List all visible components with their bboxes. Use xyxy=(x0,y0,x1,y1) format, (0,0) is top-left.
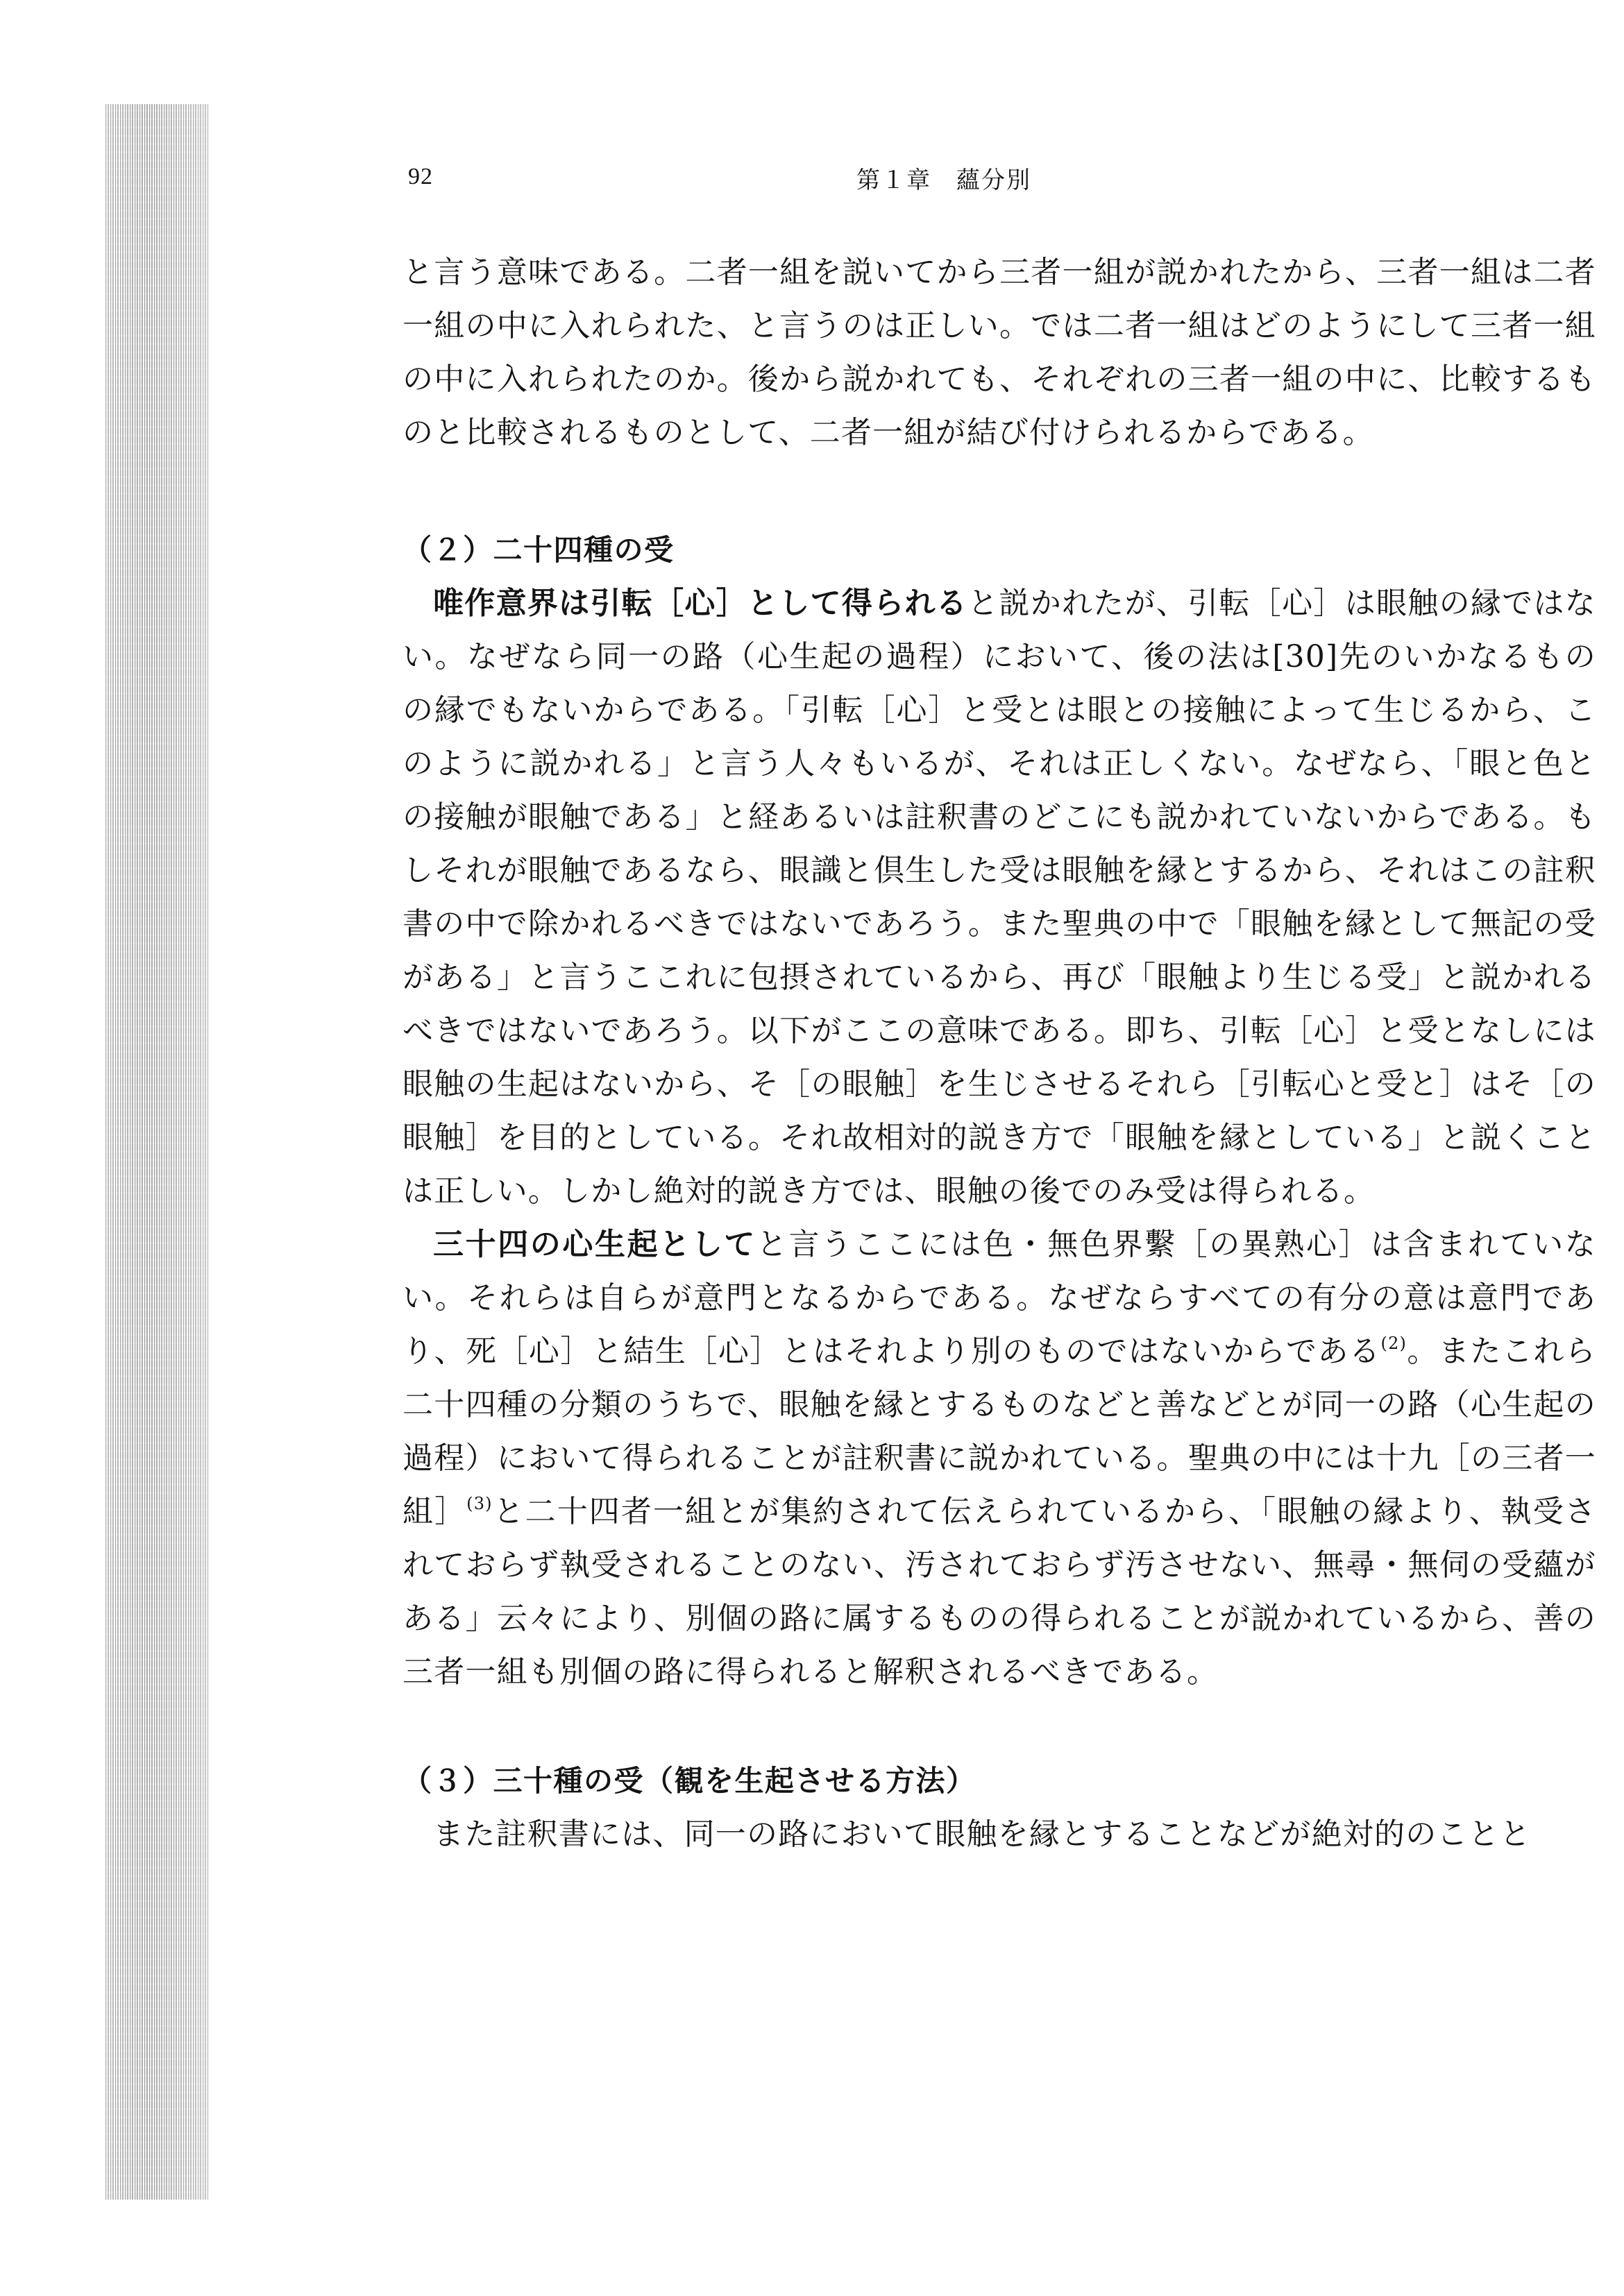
section-3-paragraph-1: また註釈書には、同一の路において眼触を縁とすることなどが絶対的のことと xyxy=(433,1817,1531,1852)
chapter-title: 第１章 蘊分別 xyxy=(856,167,1031,194)
section-2-paragraph-2 xyxy=(403,1218,1596,1699)
keyword-phrase: 三十四の心生起として xyxy=(433,1227,756,1262)
page-number: 92 xyxy=(408,164,433,189)
footnote-marker: (2) xyxy=(1380,1334,1407,1353)
paragraph-text: と二十四者一組とが集約されて伝えられているから、「眼触の縁より、執受されておらず執受されることのない、汚されておらず汚させない、無尋・無伺の受蘊がある」云々により、別個の路に属するものの得られることが説かれているから、善の三者一組も別個の路に得られると解釈されるべきである。 xyxy=(403,1494,1597,1690)
paragraph-text: 。またこれら二十四種の分類のうちで、眼触を縁とするものなどと善などとが同一の路（心生起の過程）において得られることが註釈書に説かれている。聖典の中には十九［の三者一組］ xyxy=(403,1334,1596,1529)
section-3-heading: （３）三十種の受（観を生起させる方法） xyxy=(403,1764,976,1798)
footnote-marker: (3) xyxy=(466,1494,493,1513)
section-spacer xyxy=(403,459,1596,523)
section-spacer xyxy=(403,1699,1596,1754)
section-2-heading: （２）二十四種の受 xyxy=(403,533,675,567)
keyword-phrase: 唯作意界は引転［心］として得られる xyxy=(433,586,968,621)
paragraph-text: と説かれたが、引転［心］は眼触の縁ではない。なぜなら同一の路（心生起の過程）において、後の法は[30]先のいかなるものの縁でもないからである。「引転［心］と受とは眼との接触によって生じるから、このように説かれる」と言う人々もいるが、それは正しくない。なぜなら、「眼と色との接触が眼触である」と経あるいは註釈書のどこにも説かれていないからである。もしそれが眼触であるなら、眼識と倶生した受は眼触を縁とするから、それはこの註釈書の中で除かれるべきではないであろう。また聖典の中で「眼触を縁として無記の受がある」と言うここれに包摂されているから、再び「眼触より生じる受」と説かれるべきではないであろう。以下がここの意味である。即ち、引転［心］と受となしには眼触の生起はないから、そ［の眼触］を生じさせるそれら［引転心と受と］はそ［の眼触］を目的としている。それ故相対的説き方で「眼触を縁としている」と説くことは正しい。しかし絶対的説き方では、眼触の後でのみ受は得られる。 xyxy=(403,586,1597,1209)
paragraph-text: と言うここには色・無色界繫［の異熟心］は含まれていない。それらは自らが意門となるからである。なぜならすべての有分の意は意門であり、死［心］と結生［心］とはそれより別のものではないからである xyxy=(403,1227,1597,1369)
page-gutter-fade xyxy=(104,104,208,2200)
intro-paragraph: と言う意味である。二者一組を説いてから三者一組が説かれたから、三者一組は二者一組の中に入れられた、と言うのは正しい。では二者一組はどのようにして三者一組の中に入れられたのか。後から説かれても、それぞれの三者一組の中に、比較するものと比較されるものとして、二者一組が結び付けられるからである。 xyxy=(403,255,1596,450)
page-body xyxy=(403,246,1596,1861)
section-2-paragraph-1 xyxy=(403,577,1596,1218)
